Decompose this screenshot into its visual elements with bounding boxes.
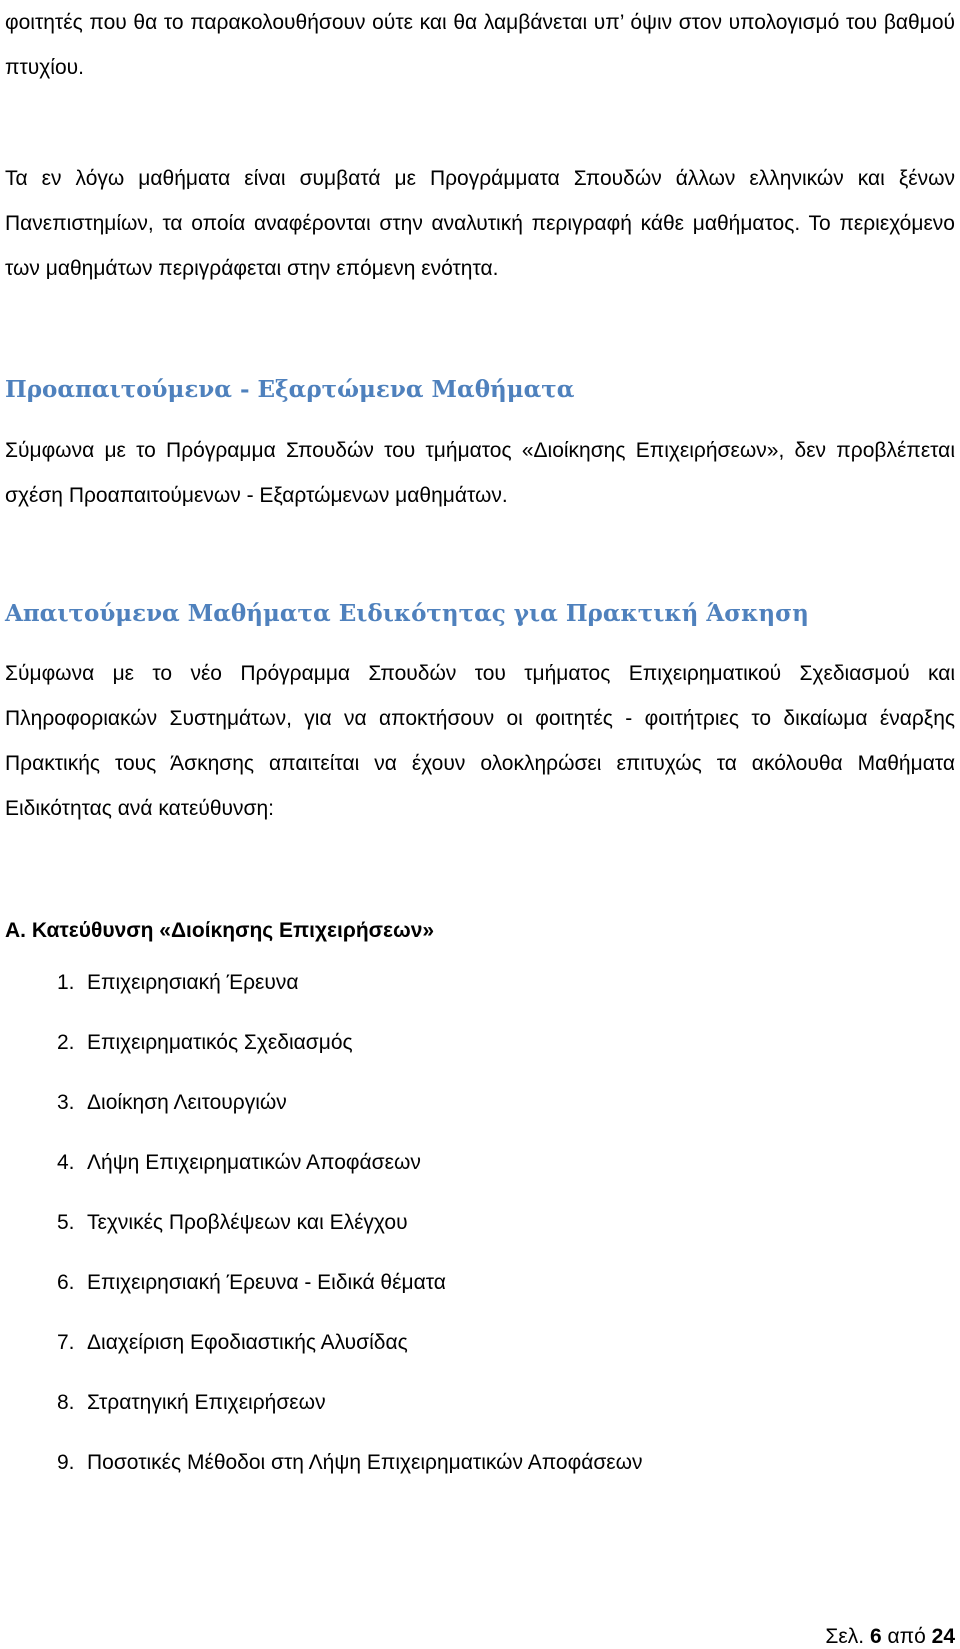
continuation-paragraph: φοιτητές που θα το παρακολουθήσουν ούτε και θα λαμβάνεται υπ’ όψιν στον υπολογισμό του βαθμού πτυχίου. bbox=[5, 11, 955, 79]
list-item-label: Στρατηγική Επιχειρήσεων bbox=[87, 1391, 326, 1414]
list-item-number: 2. bbox=[57, 1031, 75, 1054]
list-item bbox=[5, 968, 955, 1028]
list-item bbox=[5, 1268, 955, 1328]
list-item-label: Επιχειρησιακή Έρευνα - Ειδικά θέματα bbox=[87, 1271, 446, 1294]
list-item-label: Λήψη Επιχειρηματικών Αποφάσεων bbox=[87, 1151, 421, 1174]
list-item bbox=[5, 1088, 955, 1148]
list-item-number: 9. bbox=[57, 1451, 75, 1474]
list-item-label: Τεχνικές Προβλέψεων και Ελέγχου bbox=[87, 1211, 408, 1234]
page-number-of: από bbox=[887, 1625, 926, 1648]
list-item bbox=[5, 1148, 955, 1208]
list-item-number: 8. bbox=[57, 1391, 75, 1414]
prerequisites-paragraph: Σύμφωνα με το Πρόγραμμα Σπουδών του τμήματος «Διοίκησης Επιχειρήσεων», δεν προβλέπεται σχέση Προαπαιτούμενων - Εξαρτώμενων μαθημάτων. bbox=[5, 439, 955, 507]
document-page bbox=[5, 0, 955, 1646]
list-item bbox=[5, 1388, 955, 1448]
required-courses-paragraph: Σύμφωνα με το νέο Πρόγραμμα Σπουδών του τμήματος Επιχειρηματικού Σχεδιασμού και Πληροφοριακών Συστημάτων, για να αποκτήσουν οι φοιτητές - φοιτήτριες το δικαίωμα έναρξης Πρακτικής τους Άσκησης απαιτείται να έχουν ολοκληρώσει επιτυχώς τα ακόλουθα Μαθήματα Ειδικότητας ανά κατεύθυνση: bbox=[5, 662, 955, 820]
list-item-label: Διοίκηση Λειτουργιών bbox=[87, 1091, 287, 1114]
intro-paragraph: Τα εν λόγω μαθήματα είναι συμβατά με Προγράμματα Σπουδών άλλων ελληνικών και ξένων Πανεπιστημίων, τα οποία αναφέρονται στην αναλυτική περιγραφή κάθε μαθήματος. Το περιεχόμενο των μαθημάτων περιγράφεται στην επόμενη ενότητα. bbox=[5, 167, 955, 280]
list-item bbox=[5, 1208, 955, 1268]
list-item bbox=[5, 1028, 955, 1088]
list-item-number: 4. bbox=[57, 1151, 75, 1174]
list-item-number: 1. bbox=[57, 971, 75, 994]
list-item-label: Επιχειρησιακή Έρευνα bbox=[87, 971, 299, 994]
course-list bbox=[5, 968, 955, 1508]
list-item bbox=[5, 1448, 955, 1508]
page-number-current: 6 bbox=[869, 1625, 882, 1648]
required-courses-heading: Απαιτούμενα Μαθήματα Ειδικότητας για Πρακτική Άσκηση bbox=[5, 600, 809, 627]
list-item-label: Διαχείριση Εφοδιαστικής Αλυσίδας bbox=[87, 1331, 408, 1354]
prerequisites-heading: Προαπαιτούμενα - Εξαρτώμενα Μαθήματα bbox=[5, 376, 575, 403]
track-title: Α. Κατεύθυνση «Διοίκησης Επιχειρήσεων» bbox=[5, 919, 435, 942]
list-item-number: 7. bbox=[57, 1331, 75, 1354]
page-number bbox=[825, 1625, 955, 1649]
list-item-number: 5. bbox=[57, 1211, 75, 1234]
list-item-label: Ποσοτικές Μέθοδοι στη Λήψη Επιχειρηματικών Αποφάσεων bbox=[87, 1451, 643, 1474]
list-item-number: 3. bbox=[57, 1091, 75, 1114]
list-item-number: 6. bbox=[57, 1271, 75, 1294]
list-item-label: Επιχειρηματικός Σχεδιασμός bbox=[87, 1031, 353, 1054]
list-item bbox=[5, 1328, 955, 1388]
page-number-total: 24 bbox=[931, 1625, 955, 1648]
page-number-prefix: Σελ. bbox=[825, 1625, 865, 1648]
